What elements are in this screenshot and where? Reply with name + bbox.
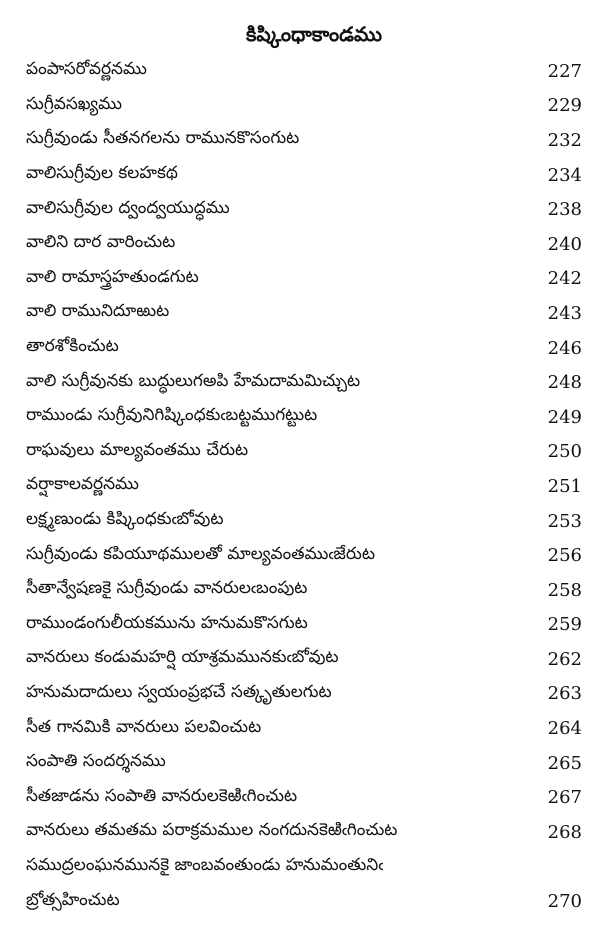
entry-title: హనుమదాదులు స్వయంప్రభచే సత్కృతులగుట bbox=[26, 681, 332, 702]
entry-page: 259 bbox=[547, 614, 582, 636]
toc-entry bbox=[26, 192, 582, 227]
entry-title: వాలిని దార వారించుట bbox=[26, 232, 176, 253]
section-heading: కిష్కింధాకాండము bbox=[245, 22, 383, 46]
toc-entry bbox=[26, 608, 582, 643]
entry-page: 227 bbox=[547, 60, 582, 82]
entry-title: పంపాసరోవర్ణనము bbox=[26, 59, 147, 80]
entry-page: 249 bbox=[547, 406, 582, 428]
toc-entry bbox=[26, 815, 582, 850]
entry-page: 253 bbox=[547, 510, 582, 532]
toc-entry bbox=[26, 884, 582, 919]
toc-entry bbox=[26, 538, 582, 573]
entry-title: బ్రోత్సహించుట bbox=[26, 889, 120, 910]
entry-title: రాముండంగులీయకమును హనుమకొసగుట bbox=[26, 612, 308, 633]
toc-entry bbox=[26, 642, 582, 677]
entry-page: 240 bbox=[547, 233, 582, 255]
toc-entry bbox=[26, 89, 582, 124]
entry-title: వాలి రామునిదూఱుట bbox=[26, 301, 170, 322]
toc-entry bbox=[26, 123, 582, 158]
entry-title: లక్ష్మణుండు కిష్కింధకుఁబోవుట bbox=[26, 509, 224, 530]
entry-title: సీత గానమికి వానరులు పలవించుట bbox=[26, 716, 262, 737]
entry-page: 264 bbox=[547, 718, 582, 740]
entry-title: సముద్రలంఘనమునకై జాంబవంతుండు హనుమంతునిఁ bbox=[26, 854, 384, 875]
entry-page: 238 bbox=[547, 199, 582, 221]
toc-entry bbox=[26, 365, 582, 400]
entry-title: సంపాతి సందర్శనము bbox=[26, 751, 166, 772]
entry-title: సీతజాడను సంపాతి వానరులకెఱిఁగించుట bbox=[26, 785, 298, 806]
entry-page: 258 bbox=[547, 579, 582, 601]
toc-entry bbox=[26, 677, 582, 712]
toc-entry bbox=[26, 780, 582, 815]
entry-title: వాలిసుగ్రీవుల ద్వంద్వయుద్ధము bbox=[26, 197, 230, 218]
entry-page: 268 bbox=[547, 821, 582, 843]
entry-page: 246 bbox=[547, 337, 582, 359]
toc-entry bbox=[26, 296, 582, 331]
toc-list bbox=[26, 54, 582, 919]
toc-entry bbox=[26, 469, 582, 504]
entry-page: 232 bbox=[547, 129, 582, 151]
entry-page: 262 bbox=[547, 648, 582, 670]
toc-entry bbox=[26, 711, 582, 746]
toc-entry bbox=[26, 435, 582, 470]
entry-page: 263 bbox=[547, 683, 582, 705]
entry-title: వాలి రామాస్త్రహతుండగుట bbox=[26, 266, 199, 287]
entry-title: వర్షాకాలవర్ణనము bbox=[26, 474, 139, 495]
entry-page: 250 bbox=[547, 441, 582, 463]
entry-title: రాముండు సుగ్రీవునిగిష్కింధకుఁబట్టముగట్టుట bbox=[26, 405, 318, 426]
entry-title: వాలి సుగ్రీవునకు బుద్ధులుగఅపి హేమదామమిచ్చుట bbox=[26, 370, 361, 391]
entry-title: సుగ్రీవసఖ్యము bbox=[26, 93, 123, 114]
entry-title: సీతాన్వేషణకై సుగ్రీవుండు వానరులఁబంపుట bbox=[26, 578, 308, 599]
toc-entry bbox=[26, 54, 582, 89]
entry-page: 270 bbox=[547, 891, 582, 913]
toc-entry bbox=[26, 227, 582, 262]
entry-page: 251 bbox=[547, 475, 582, 497]
toc-entry bbox=[26, 573, 582, 608]
entry-page: 243 bbox=[547, 302, 582, 324]
entry-title: వాలిసుగ్రీవుల కలహకథ bbox=[26, 163, 178, 184]
entry-title: రాఘవులు మాల్యవంతము చేరుట bbox=[26, 439, 249, 460]
entry-title: వానరులు తమతమ పరాక్రమముల నంగదునకెఱిఁగించుట bbox=[26, 820, 398, 841]
toc-entry bbox=[26, 850, 582, 885]
entry-page: 256 bbox=[547, 545, 582, 567]
entry-page: 234 bbox=[547, 164, 582, 186]
entry-page: 248 bbox=[547, 372, 582, 394]
entry-title: సుగ్రీవుండు సీతనగలను రామునకొసంగుట bbox=[26, 128, 300, 149]
entry-page: 267 bbox=[547, 787, 582, 809]
toc-entry bbox=[26, 262, 582, 297]
toc-entry bbox=[26, 504, 582, 539]
toc-entry bbox=[26, 746, 582, 781]
toc-entry bbox=[26, 331, 582, 366]
toc-entry bbox=[26, 400, 582, 435]
entry-page: 229 bbox=[547, 95, 582, 117]
entry-title: తారశోకించుట bbox=[26, 336, 119, 357]
entry-page: 242 bbox=[547, 268, 582, 290]
entry-page: 265 bbox=[547, 752, 582, 774]
entry-title: సుగ్రీవుండు కపియూథములతో మాల్యవంతముఁజేరుట bbox=[26, 543, 375, 564]
entry-title: వానరులు కండుమహర్షి యాశ్రమమునకుఁబోవుట bbox=[26, 647, 339, 668]
toc-entry bbox=[26, 158, 582, 193]
